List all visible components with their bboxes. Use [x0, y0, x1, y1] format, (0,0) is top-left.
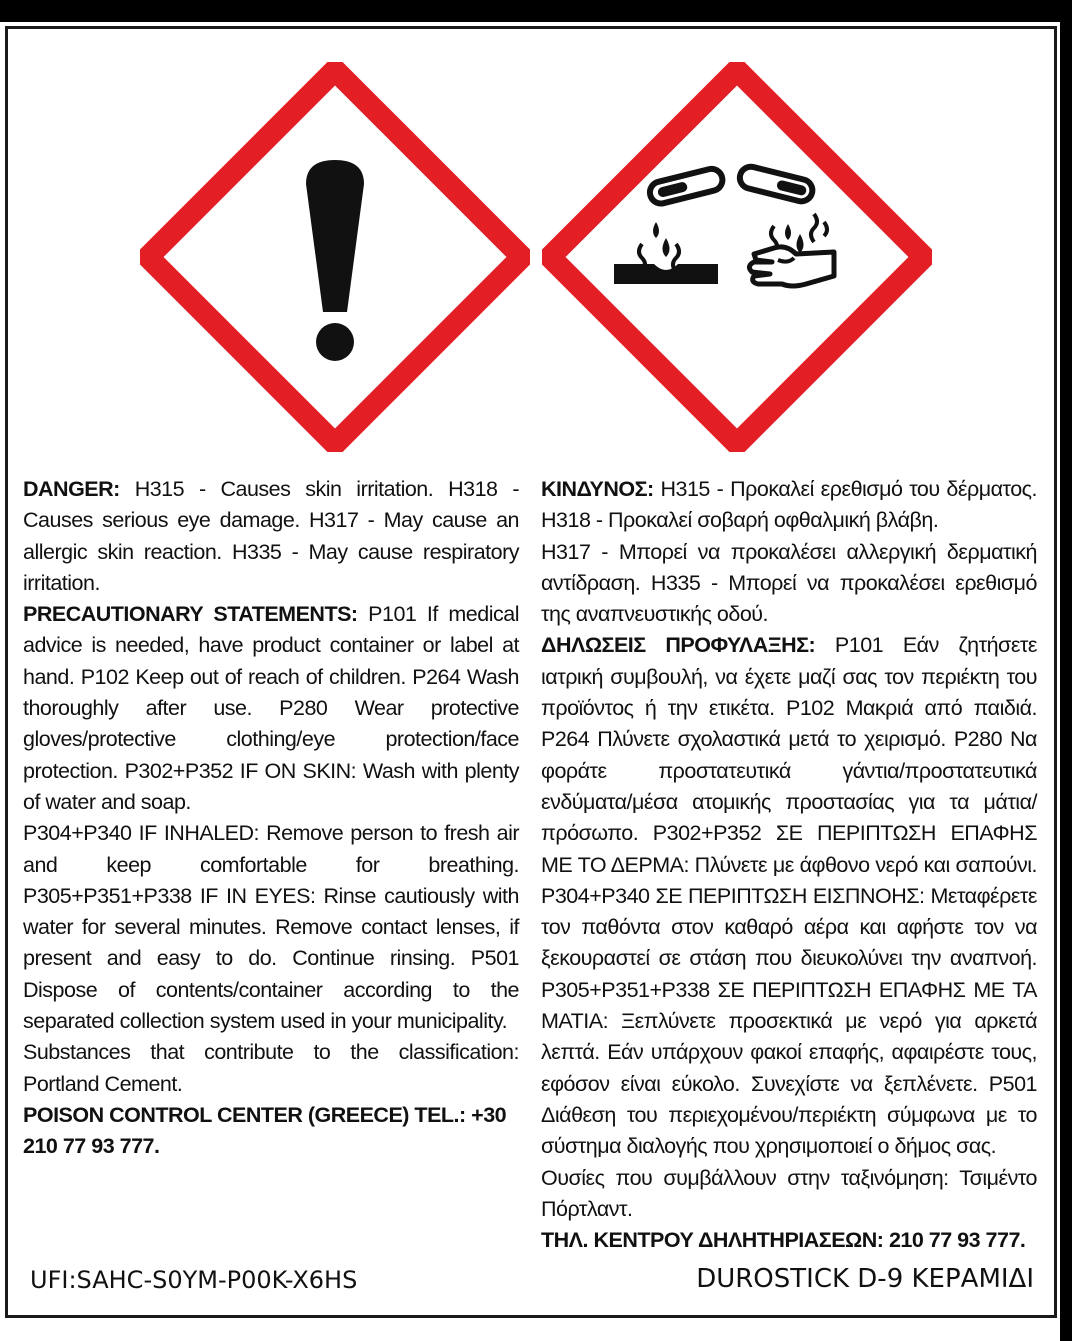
danger-statement-gr	[541, 474, 1037, 537]
english-text-column	[23, 474, 519, 1163]
exclamation-mark-pictogram	[140, 62, 530, 452]
product-name: DUROSTICK D-9 ΚΕΡΑΜΙΔΙ	[696, 1264, 1034, 1294]
inhaled-statement: P304+P340 IF INHALED: Remove person to fresh air and keep comfortable for breathing. P305+P351+P338 IF IN EYES: Rinse cautiously with water for several minutes. Remove contact lenses, if present and easy to do. Continue rinsing. P501 Dispose of contents/container according to the separated collection system used in your municipality.	[23, 821, 519, 1034]
danger-text-gr: H315 - Προκαλεί ερεθισμό του δέρματος. H318 - Προκαλεί σοβαρή οφθαλμική βλάβη.	[541, 477, 1037, 533]
ufi-code: UFI:SAHC-S0YM-P00K-X6HS	[30, 1266, 358, 1294]
corrosion-icon	[542, 62, 932, 452]
substances-statement: Substances that contribute to the classification: Portland Cement.	[23, 1040, 519, 1096]
precautionary-statement-gr	[541, 630, 1037, 1162]
exclamation-mark-icon	[140, 62, 530, 452]
precautionary-text: P101 If medical advice is needed, have product container or label at hand. P102 Keep out of reach of children. P264 Wash thoroughly after use. P280 Wear protective gloves/protective clothing/eye protection/face protection. P302+P352 IF ON SKIN: Wash with plenty of water and soap.	[23, 602, 519, 814]
danger-label: DANGER:	[23, 477, 120, 501]
danger-label-gr: ΚΙΝΔΥΝΟΣ:	[541, 477, 654, 501]
substances-statement-gr: Ουσίες που συμβάλλουν στην ταξινόμηση: Τσιμέντο Πόρτλαντ.	[541, 1165, 1037, 1221]
danger-statement	[23, 474, 519, 599]
precautionary-label: PRECAUTIONARY STATEMENTS:	[23, 602, 358, 627]
top-border-bar	[0, 0, 1060, 22]
precautionary-label-gr: ΔΗΛΩΣΕΙΣ ΠΡΟΦΥΛΑΞΗΣ:	[541, 633, 816, 658]
poison-control-center-gr: ΤΗΛ. ΚΕΝΤΡΟΥ ΔΗΛΗΤΗΡΙΑΣΕΩΝ: 210 77 93 777.	[541, 1228, 1026, 1253]
corrosion-pictogram	[542, 62, 932, 452]
precautionary-text-gr: P101 Εάν ζητήσετε ιατρική συμβουλή, να έχετε μαζί σας τον περιέκτη του προϊόντος ή την ετικέτα. P102 Μακριά από παιδιά. P264 Πλύνετε σχολαστικά μετά το χειρισμό. P280 Να φοράτε προστατευτικά γάντια/προστατευτικά ενδύματα/μέσα ατομικής προστασίας για τα μάτια/πρόσωπο. P302+P352 ΣΕ ΠΕΡΙΠΤΩΣΗ ΕΠΑΦΗΣ ΜΕ ΤΟ ΔΕΡΜΑ: Πλύνετε με άφθονο νερό και σαπούνι. P304+P340 ΣΕ ΠΕΡΙΠΤΩΣΗ ΕΙΣΠΝΟΗΣ: Μεταφέρετε τον παθόντα στον καθαρό αέρα και αφήστε τον να ξεκουραστεί σε στάση που διευκολύνει την αναπνοή. P305+P351+P338 ΣΕ ΠΕΡΙΠΤΩΣΗ ΕΠΑΦΗΣ ΜΕ ΤΑ ΜΑΤΙΑ: Ξεπλύνετε προσεκτικά με νερό για αρκετά λεπτά. Εάν υπάρχουν φακοί επαφής, αφαιρέστε τους, εφόσον είναι εύκολο. Συνεχίστε να ξεπλένετε. P501 Διάθεση του περιεχομένου/περιέκτη σύμφωνα με το σύστημα διαλογής που χρησιμοποιεί ο δήμος σας.	[541, 633, 1037, 1159]
greek-text-column	[541, 474, 1037, 1256]
danger-text: H315 - Causes skin irritation. H318 - Causes serious eye damage. H317 - May cause an allergic skin reaction. H335 - May cause respiratory irritation.	[23, 477, 519, 595]
h317-statement-gr: H317 - Μπορεί να προκαλέσει αλλεργική δερματική αντίδραση. H335 - Μπορεί να προκαλέσει ερεθισμό της αναπνευστικής οδού.	[541, 539, 1037, 627]
right-border-bar	[1060, 0, 1072, 1341]
precautionary-statement	[23, 599, 519, 818]
poison-control-center: POISON CONTROL CENTER (GREECE) TEL.: +30 210 77 93 777.	[23, 1102, 507, 1159]
